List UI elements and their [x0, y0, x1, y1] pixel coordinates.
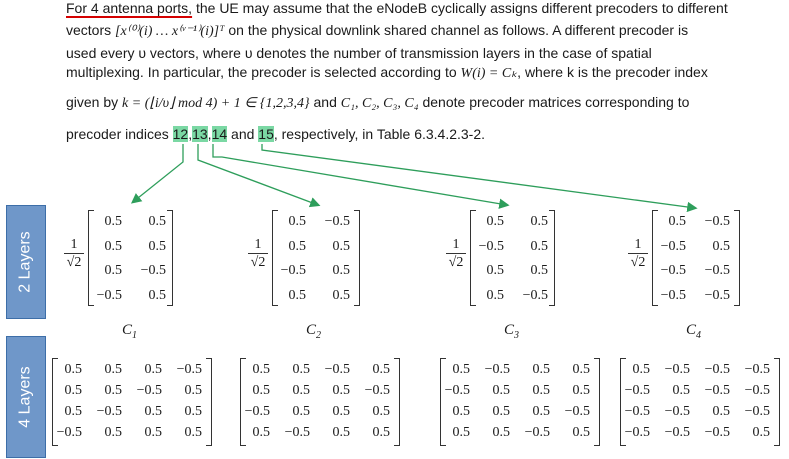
matrix-cell: −0.5: [704, 263, 730, 278]
matrix-cell: 0.5: [332, 425, 350, 440]
matrix-cell: 0.5: [532, 362, 550, 377]
matrix-cell: 0.5: [104, 263, 122, 278]
matrix-cell: −0.5: [140, 263, 166, 278]
matrix-cell: 0.5: [64, 383, 82, 398]
matrix-cell: 0.5: [144, 404, 162, 419]
matrix-cell: 0.5: [486, 263, 504, 278]
matrix-cell: 0.5: [332, 238, 350, 254]
four-layer-matrix-c3: [440, 358, 600, 446]
matrix-cell: 0.5: [148, 287, 166, 303]
matrix-label-letter: C: [306, 322, 317, 338]
four-layer-matrix-c1: [52, 358, 212, 446]
matrix-cell: 0.5: [452, 362, 470, 377]
matrix-cell: −0.5: [664, 404, 690, 419]
precoder-index-15: 15: [258, 126, 274, 142]
matrix-cell: 0.5: [252, 425, 270, 440]
line-1-text: the UE may assume that the eNodeB cyclically assigns different precoders to different: [192, 0, 728, 16]
matrix-cell: 0.5: [148, 214, 166, 229]
matrix-cell: 0.5: [104, 214, 122, 229]
matrix-cell: 0.5: [752, 425, 770, 440]
right-bracket: [394, 358, 400, 446]
matrix-cell: −0.5: [564, 404, 590, 419]
fraction-numerator: 1: [248, 237, 268, 254]
matrix-cell: 0.5: [492, 425, 510, 440]
matrix-cell: 0.5: [252, 383, 270, 398]
matrix-cell: −0.5: [484, 362, 510, 377]
line-2-text-b: on the physical downlink shared channel as follows. A different precoder is: [224, 22, 689, 38]
line-4-text-b: , where k is the precoder index: [517, 64, 708, 80]
matrix-label-c4: [686, 322, 701, 341]
two-layer-matrix-c4: [652, 210, 740, 306]
right-bracket: [167, 210, 173, 306]
matrix-cell: 0.5: [104, 425, 122, 440]
line-6-text-b: , respectively, in Table 6.3.4.2.3-2.: [273, 126, 486, 142]
arrow-15-to-c4: [262, 144, 695, 208]
line-6-text-a: precoder indices: [66, 126, 173, 142]
matrix-cell: −0.5: [136, 383, 162, 398]
matrix-cell: −0.5: [478, 238, 504, 254]
matrix-cell: −0.5: [660, 263, 686, 278]
two-layer-matrix-c1: [88, 210, 173, 306]
matrix-label-subscript: 1: [132, 330, 138, 341]
matrix-cell: −0.5: [704, 214, 730, 229]
matrix-cell: 0.5: [572, 362, 590, 377]
two-layers-label: 2 Layers: [6, 205, 46, 319]
matrix-cell: −0.5: [280, 263, 306, 278]
precoder-index-12: 12: [172, 126, 189, 142]
scale-fraction: [628, 237, 648, 272]
right-bracket: [549, 210, 555, 306]
line-3: used every υ vectors, where υ denotes the number of transmission layers in the case of spatial: [66, 45, 652, 61]
matrix-cell: 0.5: [292, 362, 310, 377]
two-layer-matrix-c2: [272, 210, 360, 306]
four-layer-matrix-c2: [240, 358, 400, 446]
fraction-denominator: √2: [630, 255, 646, 270]
scale-fraction: [64, 237, 84, 272]
matrix-cell: −0.5: [96, 287, 122, 303]
matrix-cell: 0.5: [288, 238, 306, 254]
matrix-cell: 0.5: [332, 263, 350, 278]
right-bracket: [594, 358, 600, 446]
right-bracket: [206, 358, 212, 446]
matrix-label-c3: [504, 322, 519, 341]
four-layers-label: 4 Layers: [6, 336, 46, 458]
arrow-12-to-c1: [133, 144, 183, 202]
matrix-cell: 0.5: [184, 383, 202, 398]
matrix-cell: −0.5: [244, 404, 270, 419]
matrix-cell: −0.5: [522, 287, 548, 303]
index-equation: k = (⌊i/υ⌋ mod 4) + 1 ∈ {1,2,3,4}: [122, 96, 310, 111]
matrix-list: C₁, C₂, C₃, C₄: [340, 96, 419, 111]
matrix-cell: 0.5: [104, 383, 122, 398]
matrix-cell: 0.5: [288, 214, 306, 229]
arrow-13-to-c2: [198, 144, 318, 205]
matrix-cell: 0.5: [632, 362, 650, 377]
line-2-text-a: vectors: [66, 22, 116, 38]
matrix-label-c2: [306, 322, 321, 341]
matrix-cell: 0.5: [372, 404, 390, 419]
matrix-cell: −0.5: [96, 404, 122, 419]
matrix-cell: −0.5: [660, 238, 686, 254]
matrix-cell: 0.5: [332, 287, 350, 303]
matrix-cell: 0.5: [64, 362, 82, 377]
matrix-cell: −0.5: [624, 404, 650, 419]
matrix-cell: 0.5: [104, 362, 122, 377]
matrix-cell: −0.5: [744, 362, 770, 377]
matrix-label-letter: C: [504, 322, 515, 338]
matrix-cell: 0.5: [532, 383, 550, 398]
matrix-cell: −0.5: [660, 287, 686, 303]
matrix-cell: −0.5: [56, 425, 82, 440]
matrix-cell: 0.5: [184, 425, 202, 440]
fraction-denominator: √2: [250, 255, 266, 270]
matrix-cell: 0.5: [292, 383, 310, 398]
line-4-text-a: multiplexing. In particular, the precoder is selected according to: [66, 64, 461, 80]
matrix-cell: 0.5: [332, 404, 350, 419]
matrix-cell: 0.5: [332, 383, 350, 398]
matrix-cell: 0.5: [712, 238, 730, 254]
matrix-cell: −0.5: [324, 214, 350, 229]
line-5-text-b: and: [309, 94, 341, 110]
matrix-cell: −0.5: [664, 362, 690, 377]
matrix-cell: 0.5: [372, 362, 390, 377]
matrix-cell: −0.5: [624, 425, 650, 440]
right-bracket: [774, 358, 780, 446]
matrix-cell: 0.5: [712, 404, 730, 419]
matrix-cell: −0.5: [444, 383, 470, 398]
vector-expression: [x⁽⁰⁾(i) … x⁽ᵛ⁻¹⁾(i)]ᵀ: [115, 24, 225, 39]
matrix-cell: 0.5: [572, 383, 590, 398]
matrix-cell: 0.5: [452, 404, 470, 419]
matrix-cell: 0.5: [672, 383, 690, 398]
matrix-label-letter: C: [122, 322, 133, 338]
fraction-denominator: √2: [66, 255, 82, 270]
matrix-cell: 0.5: [530, 214, 548, 229]
matrix-label-c1: [122, 322, 137, 341]
matrix-cell: 0.5: [492, 383, 510, 398]
matrix-cell: 0.5: [252, 362, 270, 377]
matrix-cell: −0.5: [364, 383, 390, 398]
matrix-cell: 0.5: [530, 263, 548, 278]
matrix-label-subscript: 4: [696, 330, 702, 341]
four-layer-matrix-c4: [620, 358, 780, 446]
matrix-cell: −0.5: [664, 425, 690, 440]
two-layer-matrix-c3: [470, 210, 555, 306]
matrix-cell: −0.5: [704, 383, 730, 398]
matrix-cell: 0.5: [372, 425, 390, 440]
matrix-cell: 0.5: [532, 404, 550, 419]
matrix-cell: 0.5: [492, 404, 510, 419]
matrix-cell: 0.5: [184, 404, 202, 419]
fraction-numerator: 1: [628, 237, 648, 254]
matrix-label-subscript: 3: [514, 330, 520, 341]
matrix-cell: −0.5: [284, 425, 310, 440]
matrix-cell: 0.5: [292, 404, 310, 419]
matrix-cell: 0.5: [64, 404, 82, 419]
matrix-cell: −0.5: [524, 425, 550, 440]
matrix-cell: 0.5: [148, 238, 166, 254]
comma-1: ,: [188, 126, 193, 142]
precoder-equation: W(i) = Cₖ: [460, 66, 518, 81]
matrix-label-letter: C: [686, 322, 697, 338]
matrix-cell: −0.5: [704, 362, 730, 377]
matrix-cell: 0.5: [104, 238, 122, 254]
matrix-cell: −0.5: [624, 383, 650, 398]
matrix-cell: 0.5: [144, 425, 162, 440]
line-5-text-d: denote precoder matrices corresponding to: [418, 94, 690, 110]
arrow-14-to-c3: [213, 144, 507, 205]
matrix-cell: 0.5: [452, 425, 470, 440]
right-bracket: [354, 210, 360, 306]
matrix-cell: −0.5: [744, 404, 770, 419]
matrix-cell: −0.5: [324, 362, 350, 377]
and-text: and: [227, 126, 259, 142]
comma-2: ,: [207, 126, 212, 142]
matrix-label-subscript: 2: [316, 330, 322, 341]
line-5-text-a: given by: [66, 94, 123, 110]
matrix-cell: −0.5: [704, 425, 730, 440]
matrix-cell: 0.5: [144, 362, 162, 377]
scale-fraction: [446, 237, 466, 272]
antenna-ports-phrase: For 4 antenna ports,: [66, 0, 193, 16]
matrix-cell: 0.5: [486, 214, 504, 229]
fraction-denominator: √2: [448, 255, 464, 270]
matrix-cell: 0.5: [530, 238, 548, 254]
precoder-index-13: 13: [192, 126, 208, 142]
right-bracket: [734, 210, 740, 306]
matrix-cell: −0.5: [744, 383, 770, 398]
fraction-numerator: 1: [64, 237, 84, 254]
matrix-cell: 0.5: [288, 287, 306, 303]
matrix-cell: 0.5: [572, 425, 590, 440]
matrix-cell: 0.5: [668, 214, 686, 229]
matrix-cell: −0.5: [704, 287, 730, 303]
fraction-numerator: 1: [446, 237, 466, 254]
precoder-index-14: 14: [211, 126, 228, 142]
scale-fraction: [248, 237, 268, 272]
matrix-cell: −0.5: [176, 362, 202, 377]
matrix-cell: 0.5: [486, 287, 504, 303]
